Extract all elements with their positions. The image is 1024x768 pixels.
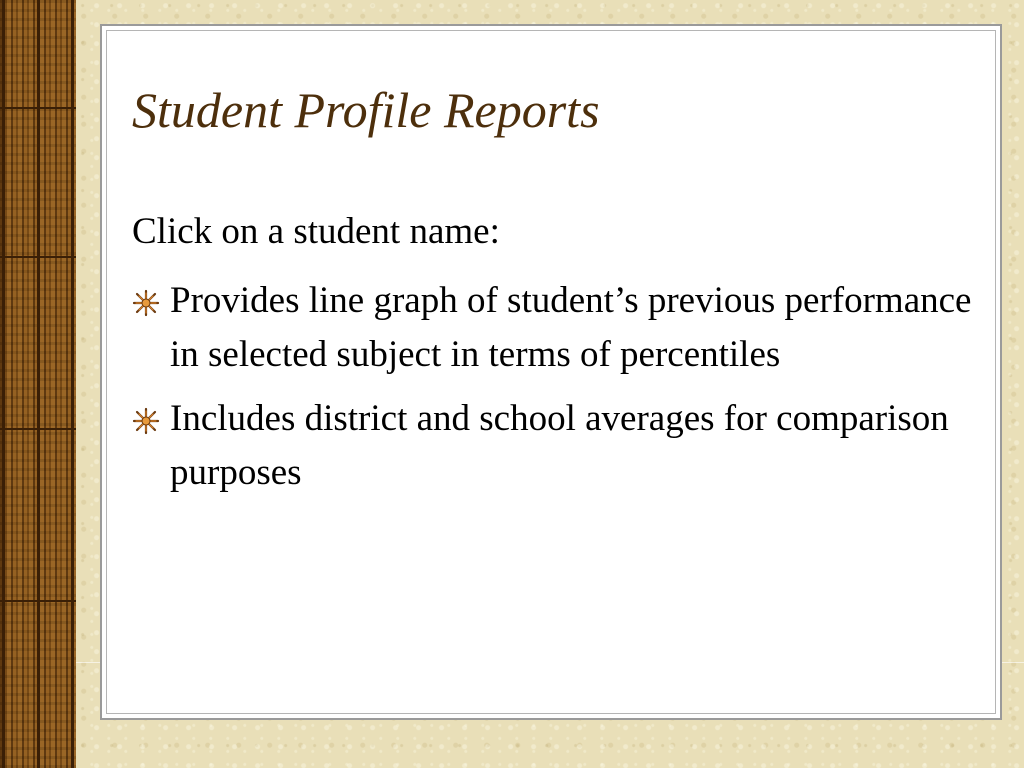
wood-lane-line bbox=[71, 0, 74, 768]
bullet-text: Includes district and school averages for comparison purposes bbox=[170, 398, 949, 493]
intro-text: Click on a student name: bbox=[132, 211, 500, 252]
wood-joint-line bbox=[0, 256, 76, 258]
wood-grain-border bbox=[0, 0, 76, 768]
wood-joint-line bbox=[0, 600, 76, 602]
wood-joint-line bbox=[0, 428, 76, 430]
bullet-list bbox=[132, 274, 982, 510]
starburst-bullet-icon bbox=[132, 407, 160, 435]
slide-title: Student Profile Reports bbox=[132, 82, 600, 138]
slide-content-panel bbox=[100, 24, 1002, 720]
bullet-item bbox=[132, 274, 982, 382]
starburst-bullet-icon bbox=[132, 289, 160, 317]
wood-lane-line bbox=[2, 0, 5, 768]
bullet-text: Provides line graph of student’s previous performance in selected subject in terms of percentiles bbox=[170, 280, 972, 375]
bullet-item bbox=[132, 392, 982, 500]
wood-joint-line bbox=[0, 107, 76, 109]
wood-lane-line bbox=[37, 0, 40, 768]
